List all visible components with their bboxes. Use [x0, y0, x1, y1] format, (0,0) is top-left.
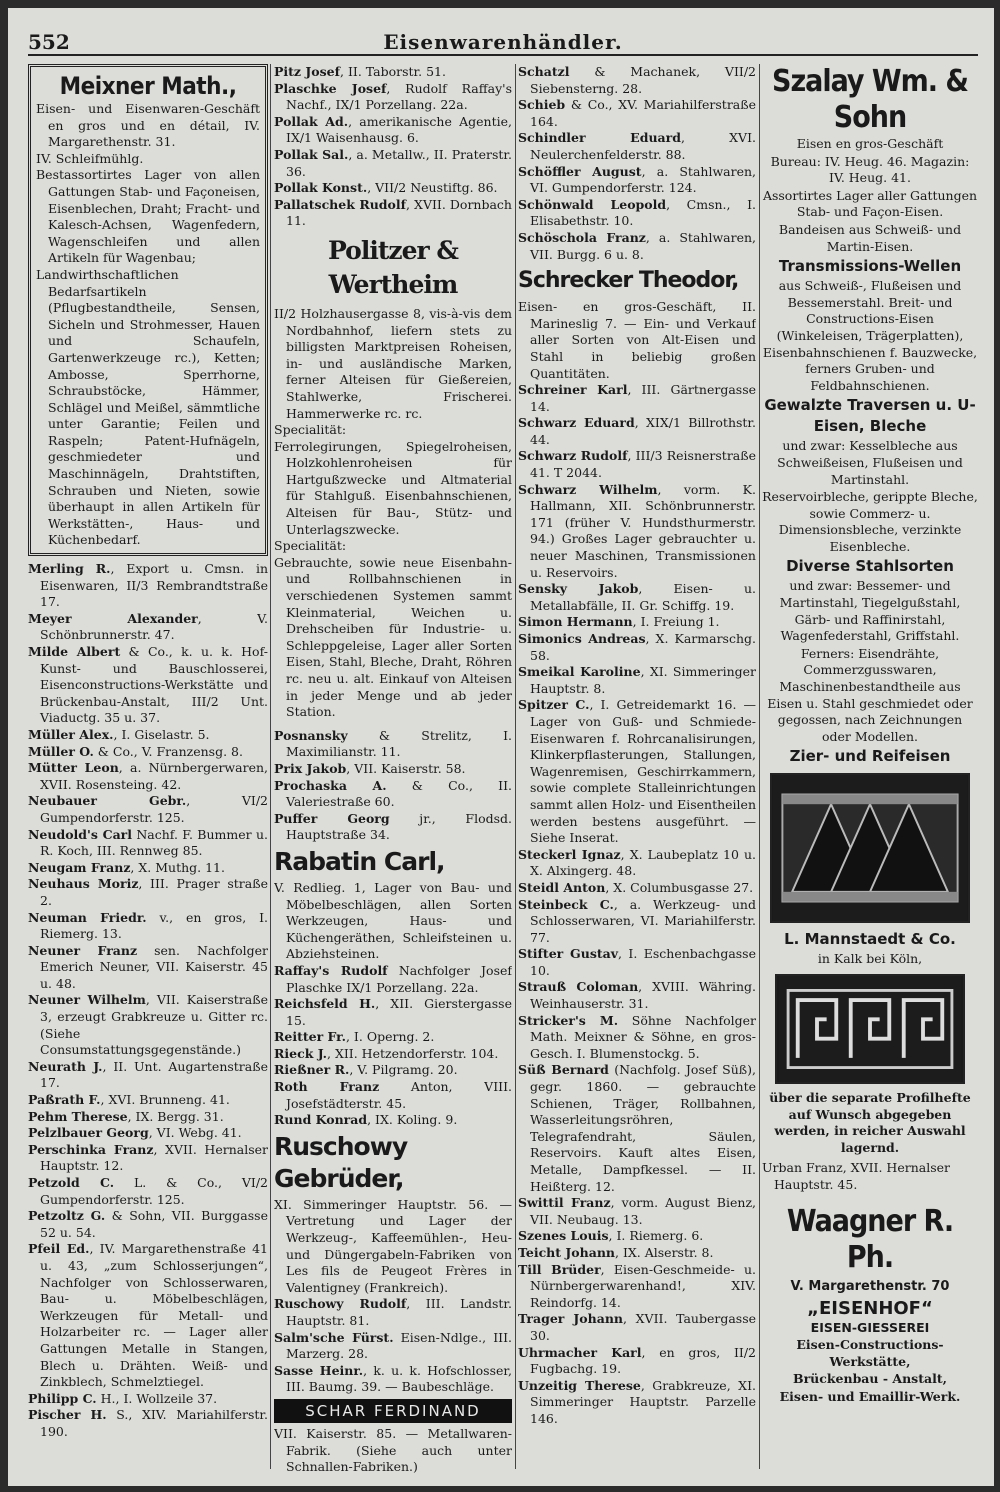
directory-entry: Steckerl Ignaz, X. Laubeplatz 10 u. X. Alxingerg. 48. — [518, 846, 756, 879]
directory-entry: Süß Bernard (Nachfolg. Josef Süß), gegr. 1860. — gebrauchte Schienen, Träger, Rollbahnen, Wasserleitungsröhren, Telegrafendraht, Säulen, Reservoirs. Kauft altes Eisen, Metalle, Dampfkessel. — II. Heißterg. 12. — [518, 1062, 756, 1194]
directory-entry: Ruschowy Rudolf, III. Landstr. Hauptstr. 81. — [274, 1296, 512, 1328]
ruschowy-text: XI. Simmeringer Hauptstr. 56. — Vertretung und Lager der Werkzeug-, Kaffeemühlen-, Heu- und Düngergabeln-Fabriken von Les fils de Peugeot Frères in Valentigney (Frankreich). — [274, 1196, 512, 1295]
directory-entry: Neuhaus Moriz, III. Prager straße 2. — [28, 876, 268, 908]
entry-list — [274, 64, 512, 230]
szalay-line: Eisen en gros-Geschäft — [796, 136, 944, 151]
szalay-line: Bandeisen aus Schweiß- und Martin-Eisen. — [778, 221, 962, 254]
directory-entry: Neuner Wilhelm, VII. Kaiserstraße 3, erzeugt Grabkreuze u. Gitter rc. (Siehe Consumstattungsgegenstände.) — [28, 992, 268, 1058]
schar-banner: SCHAR FERDINAND — [274, 1399, 512, 1423]
directory-entry: Müller Alex., I. Giselastr. 5. — [28, 726, 210, 742]
page-title: Eisenwarenhändler. — [383, 30, 623, 54]
ad-line: IV. Schleifmühlg. — [36, 150, 144, 166]
mannstaedt-name: L. Mannstaedt & Co. — [784, 930, 956, 949]
entry-list — [518, 64, 756, 263]
directory-entry: Simon Hermann, I. Freiung 1. — [518, 614, 720, 630]
ad-title: Meixner Math., — [59, 72, 237, 100]
directory-entry: Puffer Georg jr., Flodsd. Hauptstraße 34. — [274, 810, 512, 843]
szalay-line: Reservoirbleche, gerippte Bleche, sowie Commerz- u. Dimensionsbleche, verzinkte Eisenbleche. — [762, 489, 978, 554]
directory-entry: Reitter Fr., I. Operng. 2. — [274, 1029, 435, 1045]
directory-entry: Neuman Friedr. v., en gros, I. Riemerg. 13. — [28, 909, 268, 942]
waagner-name: „EISENHOF“ — [807, 1297, 933, 1319]
directory-entry: Schwarz Rudolf, III/3 Reisnerstraße 41. T 2044. — [518, 448, 756, 481]
directory-entry: Schwarz Wilhelm, vorm. K. Hallmann, XII. Schönbrunnerstr. 171 (früher V. Hundsthurmerstr. 94.) Großes Lager gebrauchter u. neuer Maschinen, Transmissionen u. Reservoirs. — [518, 481, 756, 580]
szalay-line: Transmissions-Wellen — [778, 257, 962, 276]
directory-entry: Meyer Alexander, V. Schönbrunnerstr. 47. — [28, 610, 268, 643]
column-3 — [518, 64, 756, 1476]
directory-entry: Raffay's Rudolf Nachfolger Josef Plaschke IX/1 Porzellang. 22a. — [274, 962, 512, 995]
directory-entry: Pallatschek Rudolf, XVII. Dornbach 11. — [274, 196, 512, 229]
ad-line: Specialität: — [274, 538, 347, 554]
directory-entry: Pollak Ad., amerikanische Agentie, IX/1 Waisenhausg. 6. — [274, 113, 512, 146]
ornamental-profile-illustration — [775, 974, 965, 1084]
szalay-title: Szalay Wm. & Sohn — [772, 64, 968, 135]
ad-line: II/2 Holzhausergasse 8, vis-à-vis dem Nordbahnhof, liefern stets zu billigsten Marktpreisen Roheisen, in- und ausländische Marken, ferner Alteisen für Gießereien, Stahlwerke, Frischerei. Hammerwerke rc. rc. — [274, 305, 512, 421]
directory-entry: Schönwald Leopold, Cmsn., I. Elisabethstr. 10. — [518, 196, 756, 229]
column-1 — [28, 64, 268, 1476]
column-rule — [270, 64, 271, 1469]
entry-list — [274, 963, 512, 1129]
directory-entry: Sensky Jakob, Eisen- u. Metallabfälle, II. Gr. Schiffg. 19. — [518, 581, 756, 613]
directory-entry: Paßrath F., XVI. Brunneng. 41. — [28, 1092, 230, 1108]
ad-line: Specialität: — [274, 422, 347, 438]
directory-entry: Pollak Sal., a. Metallw., II. Praterstr. 36. — [274, 146, 512, 179]
directory-entry: Schöschola Franz, a. Stahlwaren, VII. Burgg. 6 u. 8. — [518, 229, 756, 262]
directory-entry: Plaschke Josef, Rudolf Raffay's Nachf., IX/1 Porzellang. 22a. — [274, 80, 512, 113]
directory-entry: Szenes Louis, I. Riemerg. 6. — [518, 1228, 704, 1244]
directory-entry: Teicht Johann, IX. Alserstr. 8. — [518, 1244, 714, 1260]
directory-entry: Pischer H. S., XIV. Mariahilferstr. 190. — [28, 1407, 268, 1439]
directory-entry: Neudold's Carl Nachf. F. Bummer u. R. Koch, III. Rennweg 85. — [28, 826, 268, 859]
szalay-line: Bureau: IV. Heug. 46. Magazin: IV. Heug. 41. — [770, 153, 970, 186]
directory-page — [8, 8, 994, 1486]
directory-entry: Schindler Eduard, XVI. Neulerchenfelderstr. 88. — [518, 130, 756, 162]
waagner-line: Eisen-Constructions-Werkstätte, — [796, 1337, 944, 1369]
ad-body — [274, 306, 512, 721]
rail-profile-illustration — [770, 773, 970, 923]
szalay-line: Zier- und Reifeisen — [789, 747, 951, 766]
column-rule — [515, 64, 516, 1469]
directory-entry: Neugam Franz, X. Muthg. 11. — [28, 859, 225, 875]
directory-entry: Pitz Josef, II. Taborstr. 51. — [274, 64, 446, 79]
rabatin-text: V. Redlieg. 1, Lager von Bau- und Möbelbeschlägen, allen Sorten Werkzeugen, Haus- und Küchengeräthen, Schleifsteinen u. Abziehsteinen. — [274, 879, 512, 962]
rabatin-title: Rabatin Carl, — [274, 846, 445, 876]
directory-entry: Schieb & Co., XV. Mariahilferstraße 164. — [518, 97, 756, 129]
szalay-line: Assortirtes Lager aller Gattungen Stab- und Façon-Eisen. — [762, 187, 978, 220]
directory-entry: Swittil Franz, vorm. August Bienz, VII. Neubaug. 13. — [518, 1195, 756, 1227]
directory-entry: Petzoltz G. & Sohn, VII. Burggasse 52 u. 54. — [28, 1208, 268, 1240]
directory-entry: Prix Jakob, VII. Kaiserstr. 58. — [274, 760, 466, 776]
mannstaedt-location: in Kalk bei Köln, — [817, 951, 923, 967]
directory-entry: Schöffler August, a. Stahlwaren, VI. Gumpendorferstr. 124. — [518, 163, 756, 196]
profile-note: über die separate Profilhefte auf Wunsch abgegeben werden, in reicher Auswahl lagernd. — [769, 1090, 971, 1155]
directory-entry: Steidl Anton, X. Columbusgasse 27. — [518, 879, 754, 895]
waagner-title: Waagner R. Ph. — [786, 1203, 954, 1275]
directory-entry: Rund Konrad, IX. Koling. 9. — [274, 1112, 458, 1128]
directory-entry: Unzeitig Therese, Grabkreuze, XI. Simmeringer Hauptstr. Parzelle 146. — [518, 1377, 756, 1426]
directory-entry: Neuner Franz sen. Nachfolger Emerich Neuner, VII. Kaiserstr. 45 u. 48. — [28, 942, 268, 991]
directory-entry: Schwarz Eduard, XIX/1 Billrothstr. 44. — [518, 415, 756, 447]
ad-title: Politzer & Wertheim — [328, 235, 458, 299]
directory-entry: Salm'sche Fürst. Eisen-Ndlge., III. Marzerg. 28. — [274, 1329, 512, 1362]
entry-list — [274, 728, 512, 844]
ruschowy-title: Ruschowy Gebrüder, — [274, 1131, 408, 1193]
ad-line: Landwirthschaftlichen Bedarfsartikeln (Pflugbestandtheile, Sensen, Sicheln und Strohmesser, Hauen und Schaufeln, Gartenwerkzeuge rc.), Ketten; Ambosse, Sperrhorne, Schraubstöcke, Hämmer, Schlägel und Meißel, sämmtliche unter Garantie; Feilen und Raspeln; Patent-Hufnägeln, geschmiedeter und Maschinnägeln, Drahtstiften, Schrauben und Nieten, sowie überhaupt in allen Artikeln für Werkstätten-, Haus- und Küchenbedarf. — [36, 266, 260, 548]
ad-line: Eisen- und Eisenwaren-Geschäft en gros und en détail, IV. Margarethenstr. 31. — [36, 101, 260, 150]
directory-entry: Sasse Heinr., k. u. k. Hofschlosser, III. Baumg. 39. — Baubeschläge. — [274, 1362, 512, 1395]
szalay-line: und zwar: Bessemer- und Martinstahl, Tiegelgußstahl, Gärb- und Raffinirstahl, Wagenfederstahl, Griffstahl. — [779, 578, 961, 644]
directory-entry: Prochaska A. & Co., II. Valeriestraße 60. — [274, 777, 512, 810]
directory-entry: Trager Johann, XVII. Taubergasse 30. — [518, 1311, 756, 1343]
directory-entry: Schatzl & Machanek, VII/2 Siebensterng. 28. — [518, 64, 756, 96]
directory-entry: Milde Albert & Co., k. u. k. Hof-Kunst- und Bauschlosserei, Eisenconstructions-Werkstätte und Brückenbau-Anstalt, III/2 Unt. Viaductg. 35 u. 37. — [28, 644, 268, 726]
directory-entry: Spitzer C., I. Getreidemarkt 16. — Lager von Guß- und Schmiede-Eisenwaren f. Rohrcanalisirungen, Klinkerpflasterungen, Stallungen, Wagenremisen, Geschirrkammern, sowie complete Stalleinrichtungen sammt allen Holz- und Eisentheilen werden bestens ausgeführt. — Siehe Inserat. — [518, 697, 756, 846]
directory-entry: Petzold C. L. & Co., VI/2 Gumpendorferstr. 125. — [28, 1175, 268, 1207]
directory-entry: Philipp C. H., I. Wollzeile 37. — [28, 1390, 218, 1406]
waagner-address: V. Margarethenstr. 70 — [790, 1278, 950, 1294]
ad-body — [36, 101, 260, 549]
szalay-line: aus Schweiß-, Flußeisen und Bessemerstahl. Breit- und Constructions-Eisen (Winkeleisen, Trägerplatten), Eisenbahnschienen f. Bauzwecke, ferners Gruben- und Feldbahnschienen. — [762, 278, 978, 393]
page-number: 552 — [28, 30, 70, 54]
szalay-line: und zwar: Kesselbleche aus Schweißeisen, Flußeisen und Martinstahl. — [777, 438, 963, 487]
column-2 — [274, 64, 512, 1476]
directory-entry: Müller O. & Co., V. Franzensg. 8. — [28, 743, 243, 759]
directory-entry: Smeikal Karoline, XI. Simmeringer Hauptstr. 8. — [518, 664, 756, 696]
directory-entry: Steinbeck C., a. Werkzeug- und Schlosserwaren, VI. Mariahilferstr. 77. — [518, 896, 756, 945]
column-4 — [762, 64, 978, 1476]
entry-list — [28, 561, 268, 1440]
schar-text: VII. Kaiserstr. 85. — Metallwaren-Fabrik. (Siehe auch unter Schnallen-Fabriken.) — [274, 1425, 512, 1475]
szalay-line: Diverse Stahlsorten — [786, 557, 954, 576]
szalay-line: Ferners: Eisendrähte, Commerzgusswaren, Maschinenbestandtheile aus Eisen u. Stahl geschmiedet oder gegossen, nach Zeichnungen oder Modellen. — [767, 645, 973, 744]
page-header — [28, 30, 978, 56]
directory-entry: Roth Franz Anton, VIII. Josefstädterstr. 45. — [274, 1079, 512, 1111]
directory-entry: Neubauer Gebr., VI/2 Gumpendorferstr. 125. — [28, 793, 268, 825]
directory-entry: Merling R., Export u. Cmsn. in Eisenwaren, II/3 Rembrandtstraße 17. — [28, 561, 268, 610]
directory-entry: Pelzlbauer Georg, VI. Webg. 41. — [28, 1125, 242, 1141]
directory-entry: Schreiner Karl, III. Gärtnergasse 14. — [518, 382, 756, 414]
urban-entry: Urban Franz, XVII. Hernalser Hauptstr. 45. — [762, 1160, 950, 1192]
entry-list — [274, 1296, 512, 1396]
directory-entry: Perschinka Franz, XVII. Hernalser Hauptstr. 12. — [28, 1141, 268, 1174]
directory-entry: Rießner R., V. Pilgramg. 20. — [274, 1062, 458, 1078]
directory-entry: Strauß Coloman, XVIII. Währing. Weinhauserstr. 31. — [518, 979, 756, 1012]
directory-entry: Till Brüder, Eisen-Geschmeide- u. Nürnbergerwarenhand!, XIV. Reindorfg. 14. — [518, 1261, 756, 1310]
szalay-line: Gewalzte Traversen u. U-Eisen, Bleche — [764, 396, 976, 436]
directory-entry: Uhrmacher Karl, en gros, II/2 Fugbachg. 19. — [518, 1344, 756, 1377]
szalay-advertisement — [762, 136, 978, 767]
schrecker-text: Eisen- en gros-Geschäft, II. Marineslig 7. — Ein- und Verkauf aller Sorten von Alt-Eisen und Stahl in beliebig großen Quantitäten. — [518, 299, 756, 381]
directory-entry: Stifter Gustav, I. Eschenbachgasse 10. — [518, 946, 756, 978]
waagner-line: EISEN-GIESSEREI — [810, 1319, 930, 1335]
ad-line: Bestassortirtes Lager von allen Gattungen Stab- und Façoneisen, Eisenblechen, Draht; Fracht- und Kalesch-Achsen, Wagenfedern, Wagenschleifen und allen Artikeln für Wagenbau; — [36, 167, 261, 266]
directory-entry: Reichsfeld H., XII. Gierstergasse 15. — [274, 996, 512, 1028]
politzer-wertheim-advertisement — [274, 230, 512, 723]
meixner-advertisement — [28, 64, 268, 556]
directory-entry: Rieck J., XII. Hetzendorferstr. 104. — [274, 1045, 499, 1061]
directory-entry: Pollak Konst., VII/2 Neustiftg. 86. — [274, 180, 498, 196]
directory-entry: Simonics Andreas, X. Karmarschg. 58. — [518, 631, 756, 663]
waagner-line: Eisen- und Emaillir-Werk. — [779, 1388, 961, 1404]
directory-entry: Stricker's M. Söhne Nachfolger Math. Meixner & Söhne, en gros-Gesch. I. Blumenstockg. 5. — [518, 1012, 756, 1061]
directory-entry: Posnansky & Strelitz, I. Maximilianstr. 11. — [274, 727, 512, 760]
ad-line: Gebrauchte, sowie neue Eisenbahn- und Rollbahnschienen in verschiedenen Systemen sammt Kleinmaterial, Weichen u. Drehscheiben für Industrie- u. Schleppgeleise, Lager aller Sorten Eisen, Stahl, Bleche, Draht, Röhren rc. neu u. alt. Einkauf von Alteisen in jeder Menge und ab jeder Station. — [274, 554, 512, 720]
directory-entry: Neurath J., II. Unt. Augartenstraße 17. — [28, 1058, 268, 1091]
ad-line: Ferrolegirungen, Spiegelroheisen, Holzkohlenroheisen für Hartgußzwecke und Altmaterial für Stahlguß. Eisenbahnschienen, Alteisen für Bau-, Stütz- und Unterlagszwecke. — [274, 438, 512, 537]
entry-list — [518, 382, 756, 1427]
waagner-line: Brückenbau - Anstalt, — [793, 1371, 947, 1387]
directory-entry: Pehm Therese, IX. Bergg. 31. — [28, 1108, 224, 1124]
waagner-lines — [762, 1320, 978, 1406]
schrecker-title: Schrecker Theodor, — [518, 268, 739, 294]
directory-entry: Pfeil Ed., IV. Margarethenstraße 41 u. 43, „zum Schlosserjungen“, Nachfolger von Schlosserwaren, Bau- u. Möbelbeschlägen, Werkzeugen für Metall- und Holzarbeiter rc. — Lager aller Gattungen Metalle in Stangen, Blech u. Drähten. Weiß- und Zinkblech, Schmelztiegel. — [28, 1241, 268, 1390]
directory-entry: Mütter Leon, a. Nürnbergerwaren, XVII. Rosensteing. 42. — [28, 760, 268, 792]
column-rule — [759, 64, 760, 1469]
